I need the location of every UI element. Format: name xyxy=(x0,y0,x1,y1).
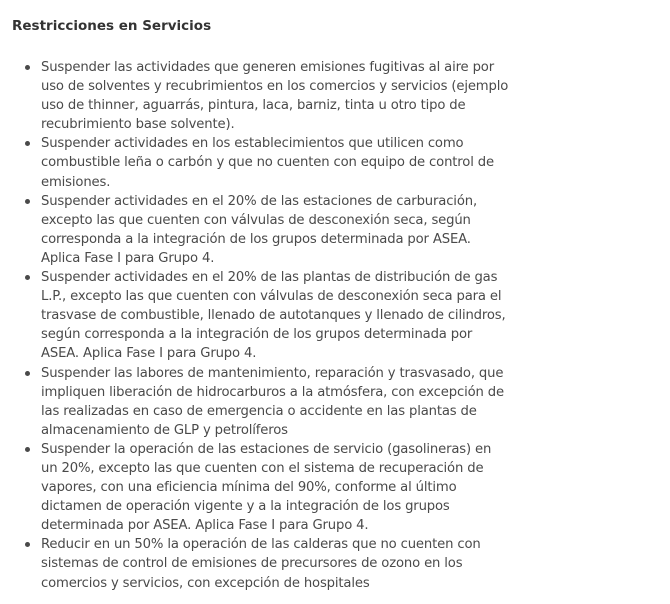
list-item xyxy=(41,192,511,268)
list-item-text: Suspender la operación de las estaciones de servicio (gasolineras) en un 20%, excepto las que cuenten con el sistema de recuperación de vapores, con una eficiencia mínima del 90%, conforme al último dictamen de operación vigente y a la integración de los grupos determinada por ASEA. Aplica Fase I para Grupo 4. xyxy=(41,441,492,534)
list-item xyxy=(41,535,511,592)
list-item xyxy=(41,268,511,363)
section-heading: Restricciones en Servicios xyxy=(12,18,212,34)
restrictions-list xyxy=(12,58,658,593)
bullet-icon xyxy=(25,447,30,452)
list-item-text: Suspender actividades en el 20% de las plantas de distribución de gas L.P., excepto las que cuenten con válvulas de desconexión seca para el trasvase de combustible, llenado de autotanques y llenado de cilindros, según corresponda a la integración de los grupos determinada por ASEA. Aplica Fase I para Grupo 4. xyxy=(41,270,506,362)
bullet-icon xyxy=(25,542,30,547)
list-item-text: Suspender actividades en los establecimientos que utilicen como combustible leña o carbón y que no cuenten con equipo de control de emisiones. xyxy=(41,136,494,190)
list-item xyxy=(41,364,511,440)
list-item-text: Reducir en un 50% la operación de las calderas que no cuenten con sistemas de control de emisiones de precursores de ozono en los comercios y servicios, con excepción de hospitales xyxy=(41,537,481,591)
list-item-text: Suspender las labores de mantenimiento, reparación y trasvasado, que impliquen liberación de hidrocarburos a la atmósfera, con excepción de las realizadas en caso de emergencia o accidente en las plantas de almacenamiento de GLP y petrolíferos xyxy=(41,365,504,438)
list-item xyxy=(41,58,511,134)
list-item xyxy=(41,134,511,191)
list-item xyxy=(41,440,511,535)
bullet-icon xyxy=(25,275,30,280)
bullet-icon xyxy=(25,65,30,70)
list-item-text: Suspender las actividades que generen emisiones fugitivas al aire por uso de solventes y recubrimientos en los comercios y servicios (ejemplo uso de thinner, aguarrás, pintura, laca, barniz, tinta u otro tipo de recubrimiento base solvente). xyxy=(41,60,509,133)
list-item-text: Suspender actividades en el 20% de las estaciones de carburación, excepto las que cuenten con válvulas de desconexión seca, según corresponda a la integración de los grupos determinada por ASEA. Aplica Fase I para Grupo 4. xyxy=(41,193,477,266)
bullet-icon xyxy=(25,371,30,376)
bullet-icon xyxy=(25,199,30,204)
bullet-icon xyxy=(25,141,30,146)
